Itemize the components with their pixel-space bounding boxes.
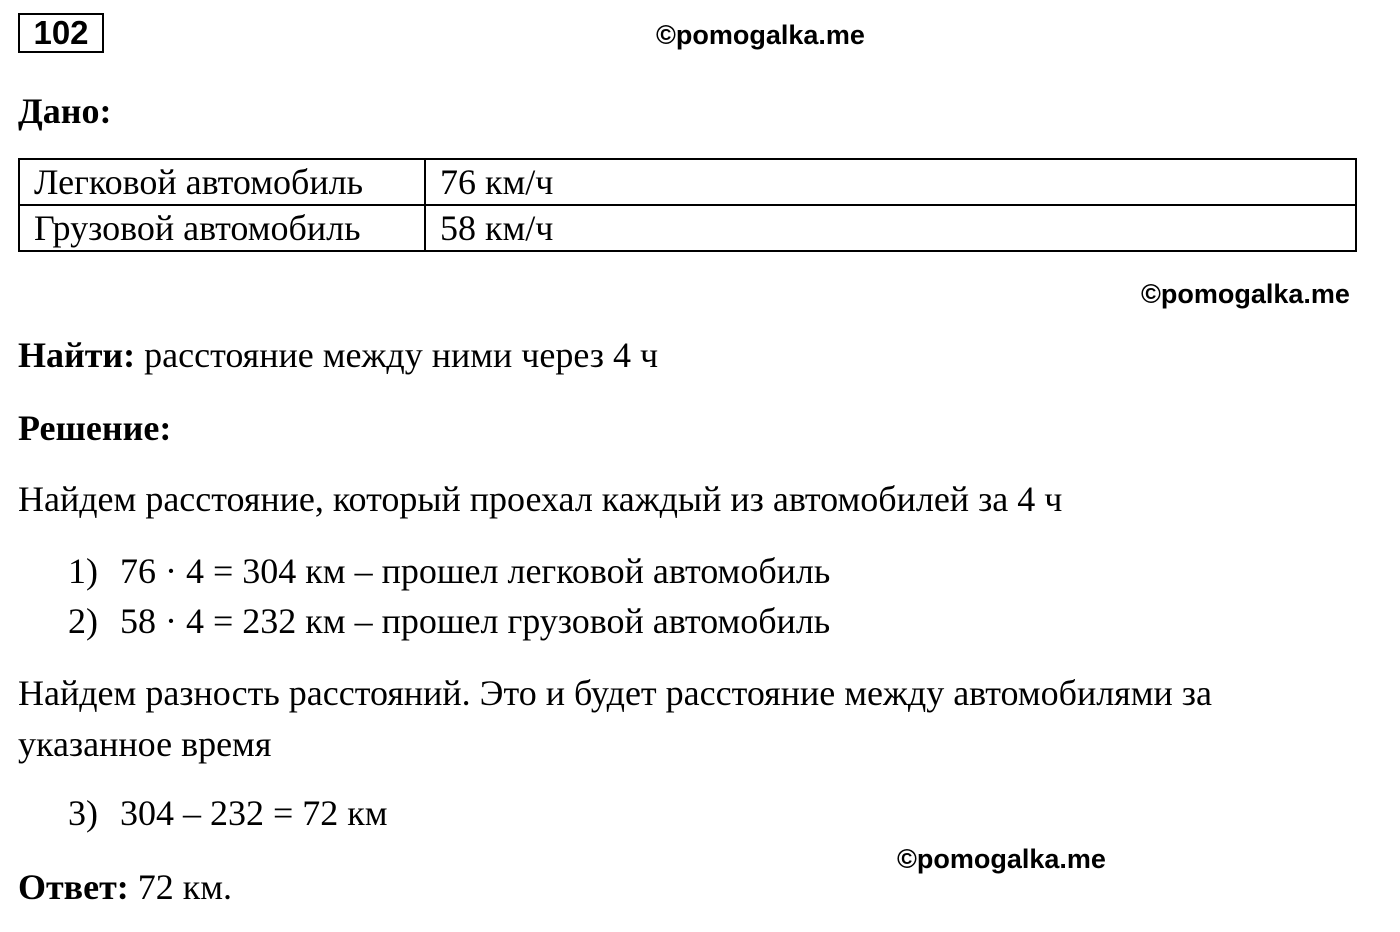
given-heading: Дано: bbox=[18, 91, 112, 131]
answer-label: Ответ: bbox=[18, 867, 129, 907]
answer-text: 72 км. bbox=[137, 867, 233, 907]
speed-cell: 76 км/ч bbox=[425, 159, 1356, 205]
step-number: 1) bbox=[68, 551, 98, 591]
speed-cell: 58 км/ч bbox=[425, 205, 1356, 251]
step-number: 2) bbox=[68, 601, 98, 641]
given-table bbox=[18, 158, 1357, 252]
vehicle-cell: Легковой автомобиль bbox=[19, 159, 425, 205]
solution-heading: Решение: bbox=[18, 408, 172, 448]
find-text: расстояние между ними через 4 ч bbox=[144, 335, 659, 375]
solution-intro: Найдем расстояние, который проехал каждый из автомобилей за 4 ч bbox=[18, 479, 1063, 519]
step-2-text: 58 · 4 = 232 км – прошел грузовой автомобиль bbox=[120, 601, 831, 641]
answer-line bbox=[18, 869, 232, 905]
table-row bbox=[19, 205, 1356, 251]
vehicle-cell: Грузовой автомобиль bbox=[19, 205, 425, 251]
table-row bbox=[19, 159, 1356, 205]
watermark-top: ©pomogalka.me bbox=[656, 20, 865, 50]
step-1-text: 76 · 4 = 304 км – прошел легковой автомобиль bbox=[120, 551, 831, 591]
paragraph-2-line-2: указанное время bbox=[18, 724, 272, 764]
step-3 bbox=[68, 795, 98, 831]
step-3-text: 304 – 232 = 72 км bbox=[120, 793, 388, 833]
problem-number: 102 bbox=[18, 13, 104, 53]
step-number: 3) bbox=[68, 793, 98, 833]
step-2 bbox=[68, 603, 98, 639]
watermark-middle: ©pomogalka.me bbox=[1141, 279, 1350, 309]
step-1 bbox=[68, 553, 98, 589]
find-line bbox=[18, 337, 658, 373]
find-label: Найти: bbox=[18, 335, 136, 375]
paragraph-2-line-1: Найдем разность расстояний. Это и будет расстояние между автомобилями за bbox=[18, 673, 1212, 713]
watermark-bottom: ©pomogalka.me bbox=[897, 844, 1106, 874]
